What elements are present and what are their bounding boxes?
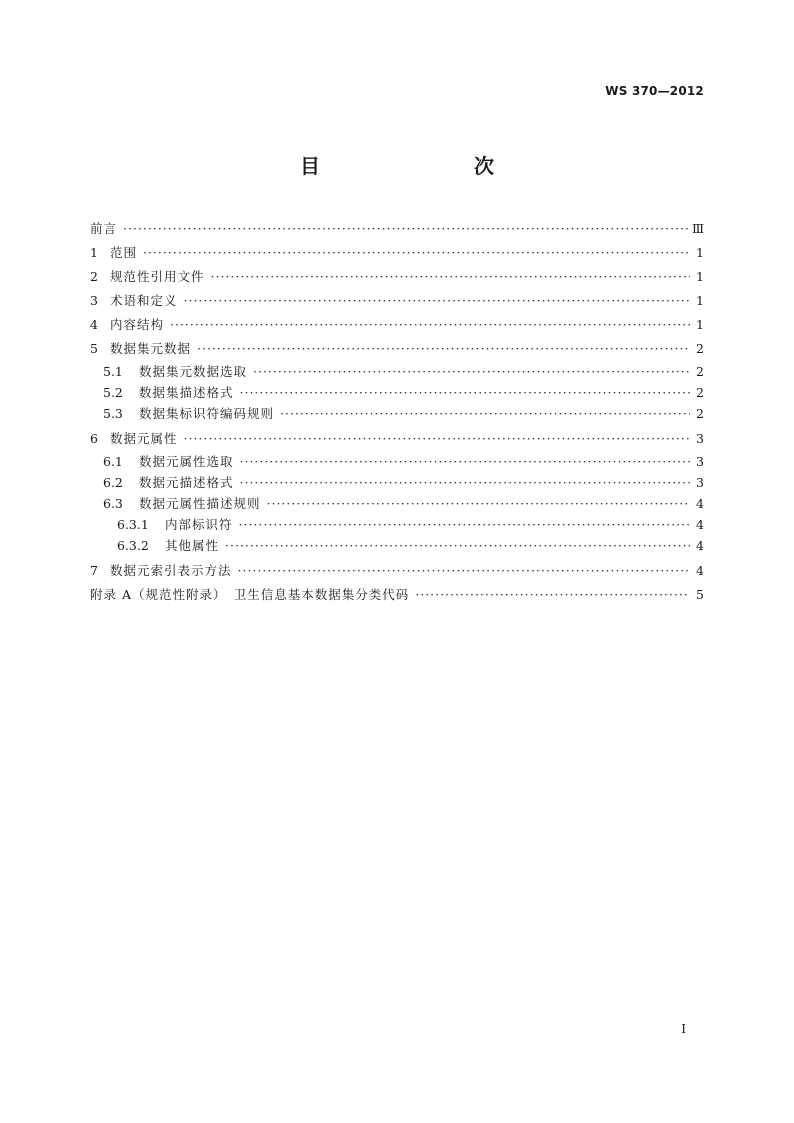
toc-entry[interactable] [90, 472, 704, 493]
toc-entry-label: 前言 [90, 221, 118, 236]
toc-entry[interactable] [90, 241, 704, 265]
toc-dot-leader [123, 217, 688, 241]
toc-entry-number: 6 [90, 431, 98, 446]
toc-entry[interactable] [90, 361, 704, 382]
toc-entry-label: 范围 [110, 245, 138, 260]
toc-entry-page: 2 [696, 406, 704, 421]
footer-page-number: I [681, 1022, 686, 1036]
toc-entry-page: 3 [696, 454, 704, 469]
toc-dot-leader [240, 472, 690, 493]
toc-dot-leader [197, 337, 690, 361]
toc-dot-leader [184, 427, 690, 451]
toc-entry[interactable] [90, 313, 704, 337]
toc-entry-number: 6.3.2 [117, 538, 149, 553]
toc-entry-page: 2 [696, 385, 704, 400]
toc-dot-leader [253, 361, 690, 382]
toc-entry[interactable] [90, 427, 704, 451]
toc-entry[interactable] [90, 514, 704, 535]
toc-entry-label: 数据元索引表示方法 [110, 563, 232, 578]
toc-entry-label: 数据集元数据选取 [139, 364, 248, 379]
toc-entry-page: 5 [696, 587, 704, 602]
toc-entry-number: 7 [90, 563, 98, 578]
toc-entry-page: 2 [696, 341, 704, 356]
toc-entry-label: 数据集描述格式 [139, 385, 234, 400]
toc-entry-label: 规范性引用文件 [110, 269, 205, 284]
page-title: 目 次 [300, 154, 532, 178]
toc-entry[interactable] [90, 337, 704, 361]
toc-entry-page: 2 [696, 364, 704, 379]
toc-entry-number: 5.2 [103, 385, 123, 400]
toc-entry-number: 6.1 [103, 454, 123, 469]
toc-entry[interactable] [90, 559, 704, 583]
toc-entry-number: 5.3 [103, 406, 123, 421]
toc-entry[interactable] [90, 289, 704, 313]
toc-dot-leader [240, 451, 690, 472]
toc-entry-label: 其他属性 [165, 538, 220, 553]
toc-entry-page: 3 [696, 475, 704, 490]
toc-entry-page: 1 [696, 269, 704, 284]
toc-entry-number: 1 [90, 245, 98, 260]
toc-entry-label: 附录 A（规范性附录） 卫生信息基本数据集分类代码 [90, 587, 410, 602]
toc-entry-page: 1 [696, 317, 704, 332]
toc-entry[interactable] [90, 535, 704, 556]
toc-entry[interactable] [90, 493, 704, 514]
toc-entry-page: 4 [696, 563, 704, 578]
toc-entry-page: 4 [696, 538, 704, 553]
toc-entry-page: 4 [696, 517, 704, 532]
toc-entry-page: 1 [696, 293, 704, 308]
toc-entry-label: 内部标识符 [165, 517, 233, 532]
toc-entry-number: 2 [90, 269, 98, 284]
table-of-contents [90, 217, 704, 607]
toc-entry[interactable] [90, 217, 704, 241]
toc-entry-number: 6.2 [103, 475, 123, 490]
toc-entry-label: 数据元描述格式 [139, 475, 234, 490]
toc-entry[interactable] [90, 403, 704, 424]
toc-entry-number: 5 [90, 341, 98, 356]
toc-dot-leader [280, 403, 690, 424]
toc-entry-number: 3 [90, 293, 98, 308]
toc-entry-label: 内容结构 [110, 317, 165, 332]
toc-entry-number: 6.3.1 [117, 517, 149, 532]
toc-dot-leader [415, 583, 690, 607]
toc-entry-page: 1 [696, 245, 704, 260]
toc-entry[interactable] [90, 382, 704, 403]
toc-entry-label: 数据元属性描述规则 [139, 496, 261, 511]
toc-entry[interactable] [90, 451, 704, 472]
toc-entry-label: 术语和定义 [110, 293, 178, 308]
toc-entry-page: Ⅲ [691, 221, 704, 236]
toc-dot-leader [225, 535, 690, 556]
toc-entry[interactable] [90, 265, 704, 289]
toc-entry-number: 4 [90, 317, 98, 332]
toc-entry-label: 数据元属性 [110, 431, 178, 446]
toc-entry-number: 6.3 [103, 496, 123, 511]
toc-entry-page: 4 [696, 496, 704, 511]
toc-dot-leader [267, 493, 690, 514]
toc-dot-leader [184, 289, 690, 313]
toc-entry-page: 3 [696, 431, 704, 446]
standard-code: WS 370—2012 [605, 84, 704, 98]
toc-dot-leader [170, 313, 690, 337]
toc-dot-leader [143, 241, 690, 265]
toc-dot-leader [240, 382, 690, 403]
toc-entry-number: 5.1 [103, 364, 123, 379]
toc-entry-label: 数据集元数据 [110, 341, 192, 356]
toc-dot-leader [238, 559, 690, 583]
toc-dot-leader [211, 265, 690, 289]
toc-entry-label: 数据元属性选取 [139, 454, 234, 469]
toc-entry[interactable] [90, 583, 704, 607]
toc-entry-label: 数据集标识符编码规则 [139, 406, 275, 421]
toc-dot-leader [239, 514, 690, 535]
